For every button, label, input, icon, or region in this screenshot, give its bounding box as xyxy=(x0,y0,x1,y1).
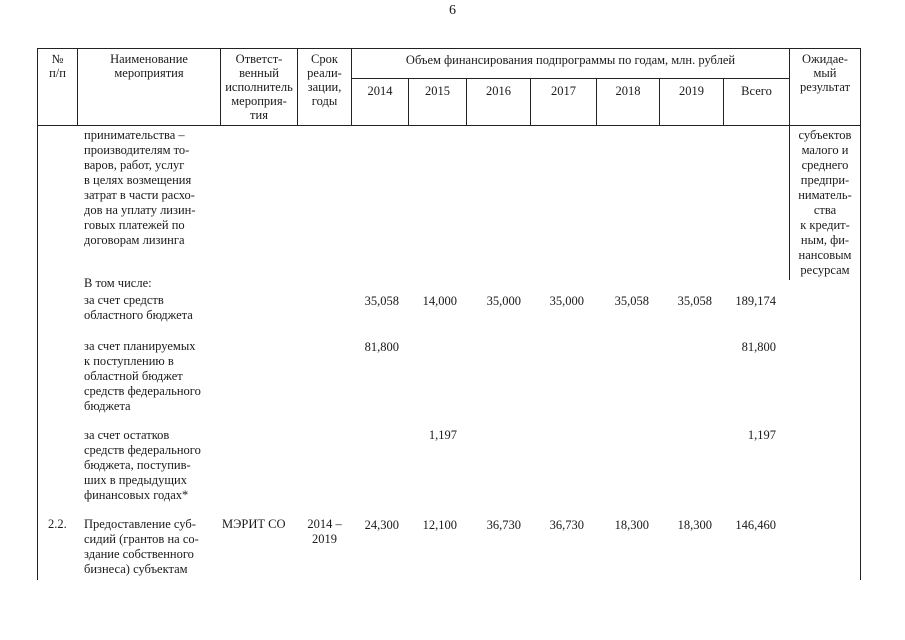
including-label: В том числе: xyxy=(84,276,152,290)
continuation-name: принимательства – производителям то- варов, работ, услуг в целях возмещения затрат в части расхо- дов на уплату лизин- говых платежей по договорам лизинга xyxy=(84,128,196,247)
item-2-2-2019: 18,300 xyxy=(677,518,712,532)
header-year-2018: 2018 xyxy=(615,84,641,98)
continuation-result: субъектов малого и среднего предпри- ниматель- ства к кредит- ным, фи- нансовым ресурсам xyxy=(798,128,852,277)
header-year-2017: 2017 xyxy=(551,84,576,98)
header-term: Срок реали- зации, годы xyxy=(307,52,342,108)
item-2-2-2017: 36,730 xyxy=(549,518,584,532)
item-2-2-2015: 12,100 xyxy=(422,518,457,532)
page-number: 6 xyxy=(449,3,456,18)
row-regional-2014: 35,058 xyxy=(364,294,399,308)
row-label-planned-federal: за счет планируемых к поступлению в областной бюджет средств федерального бюджета xyxy=(84,339,201,413)
row-label-remaining-federal: за счет остатков средств федерального бюджета, поступив- ших в предыдущих финансовых годах* xyxy=(84,428,201,502)
row-regional-2016: 35,000 xyxy=(486,294,521,308)
row-remaining-federal-total: 1,197 xyxy=(747,428,776,442)
row-regional-2017: 35,000 xyxy=(549,294,584,308)
item-2-2-2016: 36,730 xyxy=(486,518,521,532)
item-2-2-2018: 18,300 xyxy=(614,518,649,532)
row-regional-2015: 14,000 xyxy=(422,294,457,308)
row-label-regional: за счет средств областного бюджета xyxy=(84,293,193,322)
header-year-2016: 2016 xyxy=(486,84,511,98)
header-year-2019: 2019 xyxy=(679,84,704,98)
item-2-2-name: Предоставление суб- сидий (грантов на со- здание собственного бизнеса) субъектам xyxy=(84,517,199,576)
item-2-2-term: 2014 – 2019 xyxy=(307,517,342,546)
header-funding: Объем финансирования подпрограммы по годам, млн. рублей xyxy=(405,53,736,67)
header-responsible: Ответст- венный исполнитель мероприя- тия xyxy=(225,52,293,122)
row-regional-2018: 35,058 xyxy=(614,294,649,308)
header-year-total: Всего xyxy=(741,84,772,98)
item-2-2-responsible: МЭРИТ СО xyxy=(222,517,286,531)
item-2-2-2014: 24,300 xyxy=(364,518,399,532)
item-2-2-number: 2.2. xyxy=(48,517,67,531)
row-planned-federal-2014: 81,800 xyxy=(364,340,399,354)
header-result: Ожидае- мый результат xyxy=(799,52,851,94)
header-year-2015: 2015 xyxy=(425,84,450,98)
header-year-2014: 2014 xyxy=(367,84,393,98)
header-name: Наименование мероприятия xyxy=(110,52,188,80)
row-regional-total: 189,174 xyxy=(735,294,776,308)
header-num: № п/п xyxy=(49,52,66,80)
item-2-2-total: 146,460 xyxy=(735,518,776,532)
row-remaining-federal-2015: 1,197 xyxy=(428,428,457,442)
row-planned-federal-total: 81,800 xyxy=(741,340,776,354)
row-regional-2019: 35,058 xyxy=(677,294,712,308)
